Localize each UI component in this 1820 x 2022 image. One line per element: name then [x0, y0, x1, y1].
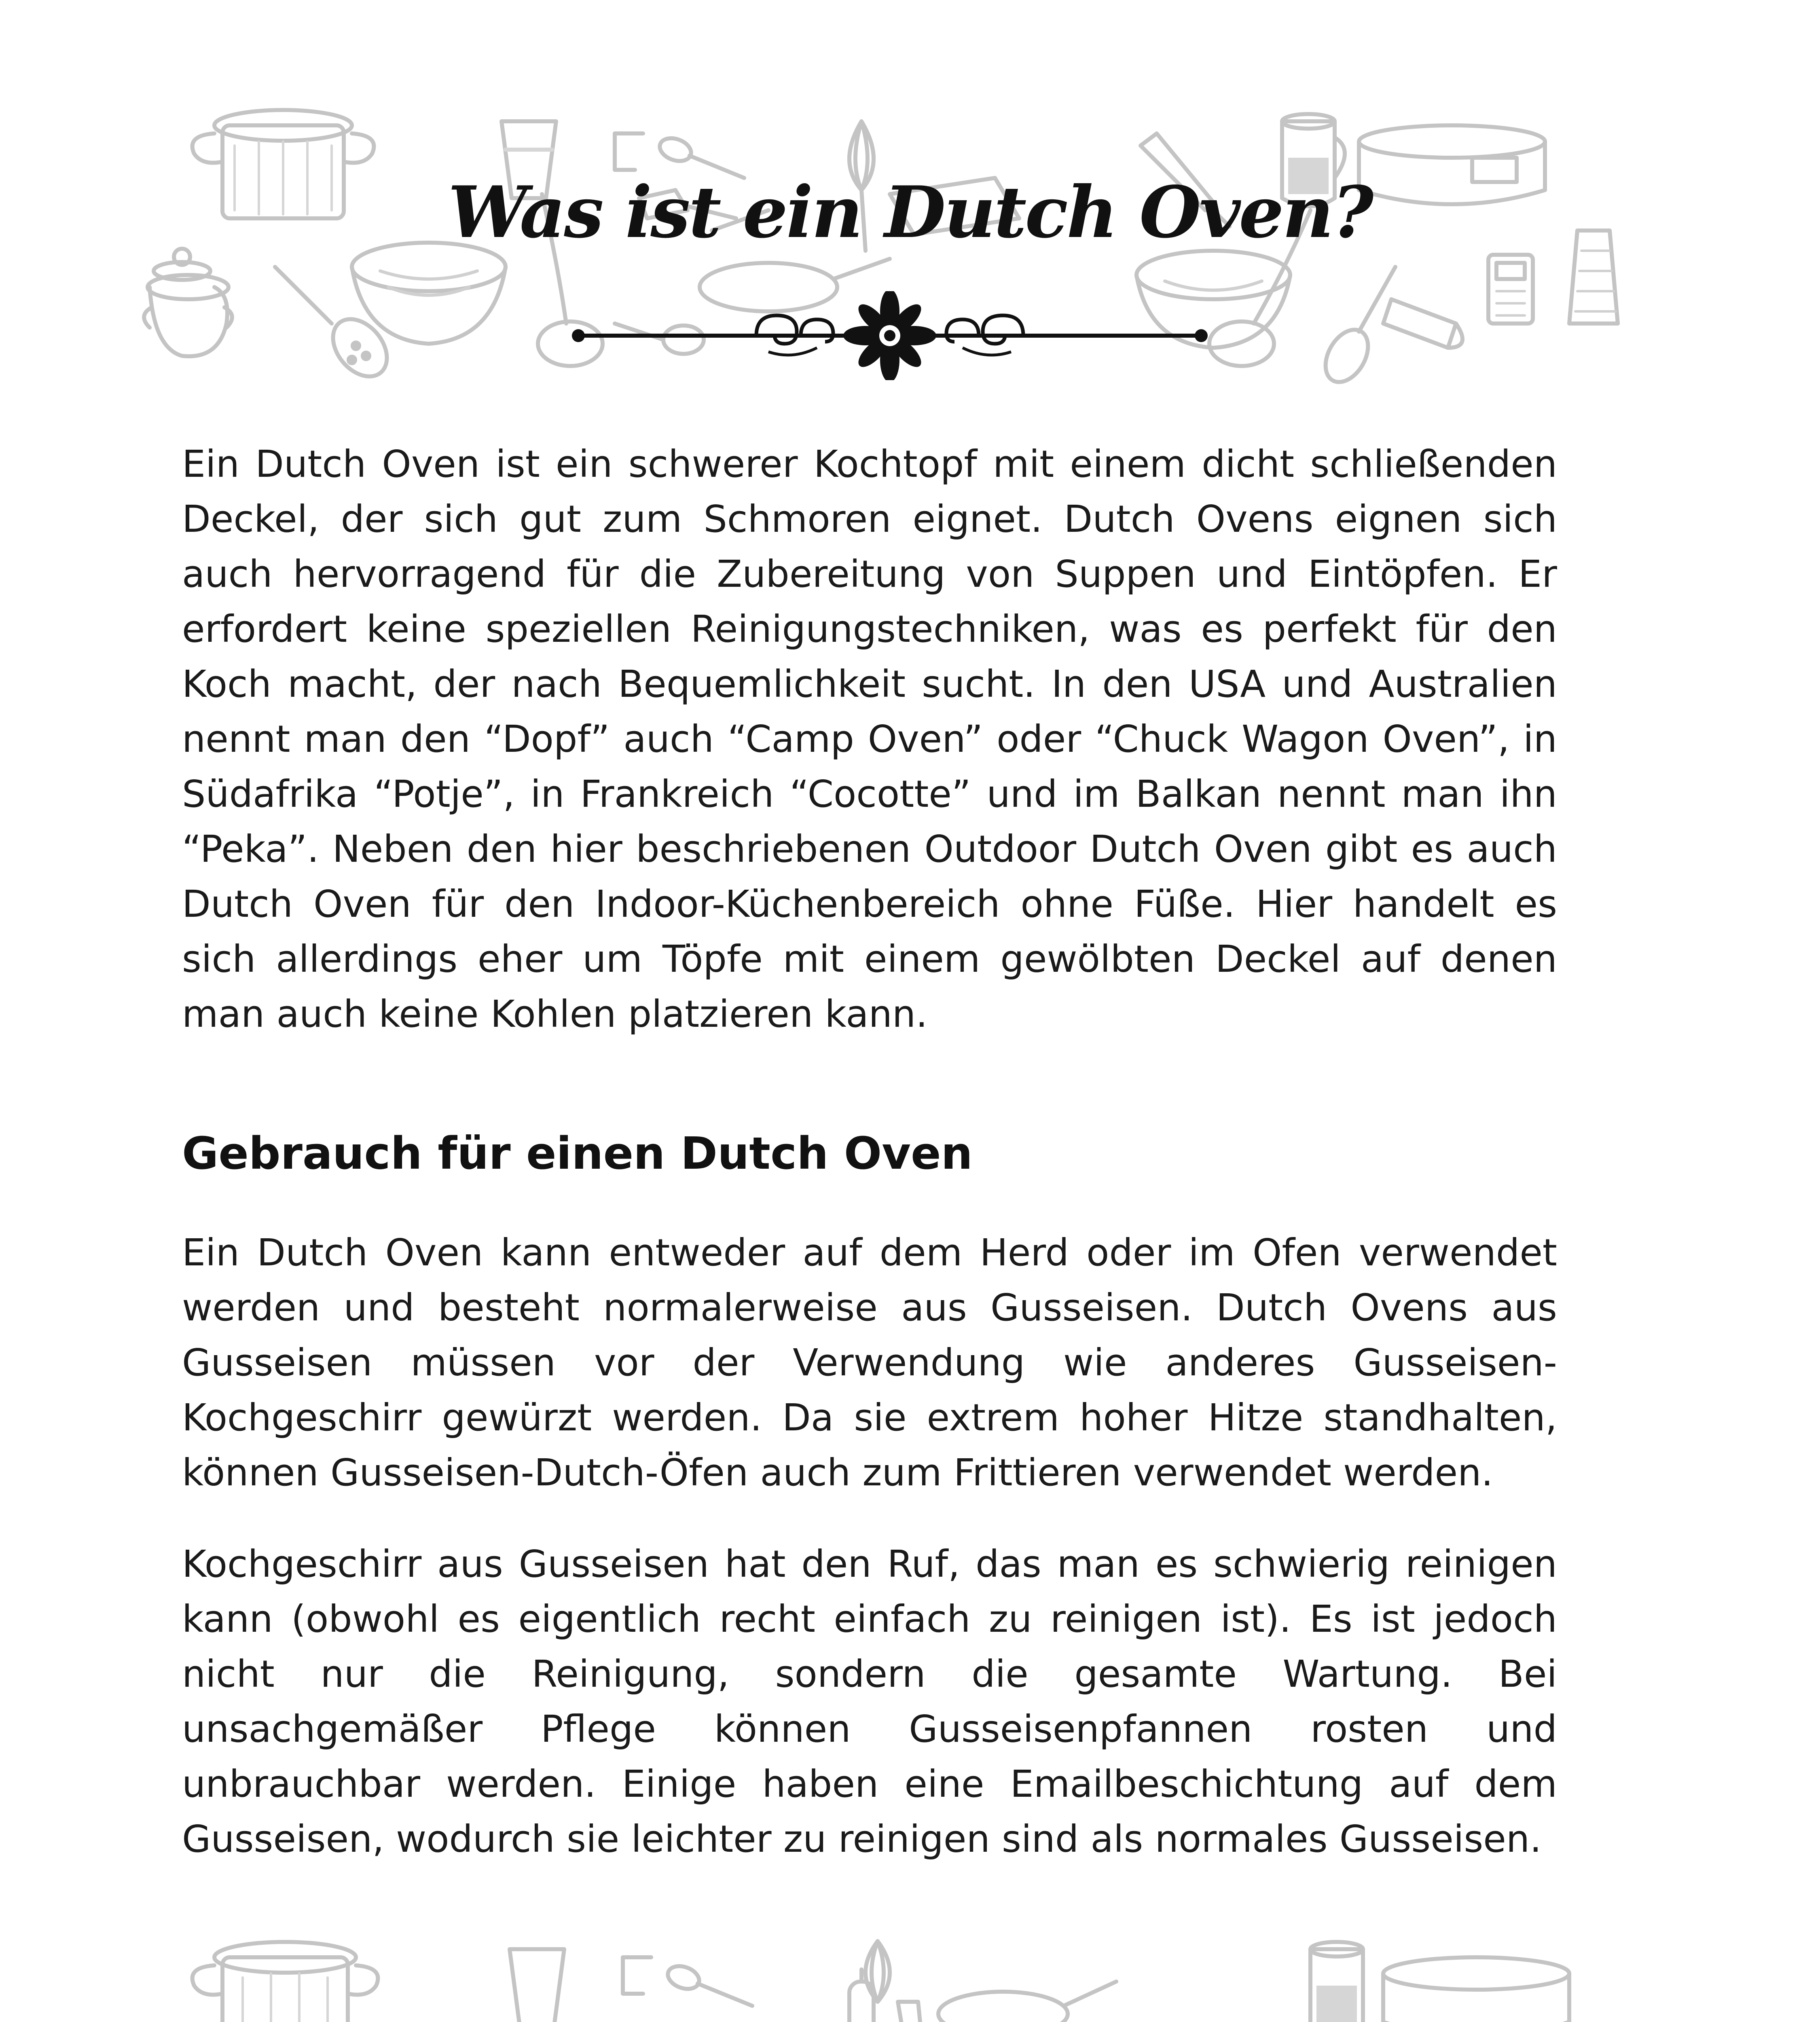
kitchen-utensils-doodle-icon	[138, 1933, 1682, 2022]
page-title: Was ist ein Dutch Oven?	[448, 171, 1372, 254]
section-paragraph: Ein Dutch Oven kann entweder auf dem Herd oder im Ofen verwendet werden und besteht normalerweise aus Gusseisen. Dutch Ovens aus Gusseisen müssen vor der Verwendung wie anderes Gusseisen-Kochgeschirr gewürzt werden. Da sie extrem hoher Hitze standhalten, können Gusseisen-Dutch-Öfen auch zum Frittieren verwendet werden.	[182, 1231, 1557, 1494]
section-paragraph: Kochgeschirr aus Gusseisen hat den Ruf, das man es schwierig reinigen kann (obwohl es eigentlich recht einfach zu reinigen ist). Es ist jedoch nicht nur die Reinigung, sondern die gesamte Wartung. Bei unsachgemäßer Pflege können Gusseisenpfannen rosten und unbrauchbar werden. Einige haben eine Emailbeschichtung auf dem Gusseisen, wodurch sie leichter zu reinigen sind als normales Gusseisen.	[182, 1542, 1557, 1861]
section-heading: Gebrauch für einen Dutch Oven	[182, 1127, 973, 1179]
article-body	[182, 437, 1557, 1867]
flower-flourish-icon	[566, 291, 1213, 380]
intro-paragraph: Ein Dutch Oven ist ein schwerer Kochtopf mit einem dicht schließenden Deckel, der sich gut zum Schmoren eignet. Dutch Ovens eignen sich auch hervorragend für die Zubereitung von Suppen und Eintöpfen. Er erfordert keine speziellen Reinigungstechniken, was es perfekt für den Koch macht, der nach Bequemlichkeit sucht. In den USA und Australien nennt man den “Dopf” auch “Camp Oven” oder “Chuck Wagon Oven”, in Südafrika “Potje”, in Frankreich “Cocotte” und im Balkan nennt man ihn “Peka”. Neben den hier beschriebenen Outdoor Dutch Oven gibt es auch Dutch Oven für den Indoor-Küchenbereich ohne Füße. Hier handelt es sich allerdings eher um Töpfe mit einem gewölbten Deckel auf denen man auch keine Kohlen platzieren kann.	[182, 442, 1557, 1036]
